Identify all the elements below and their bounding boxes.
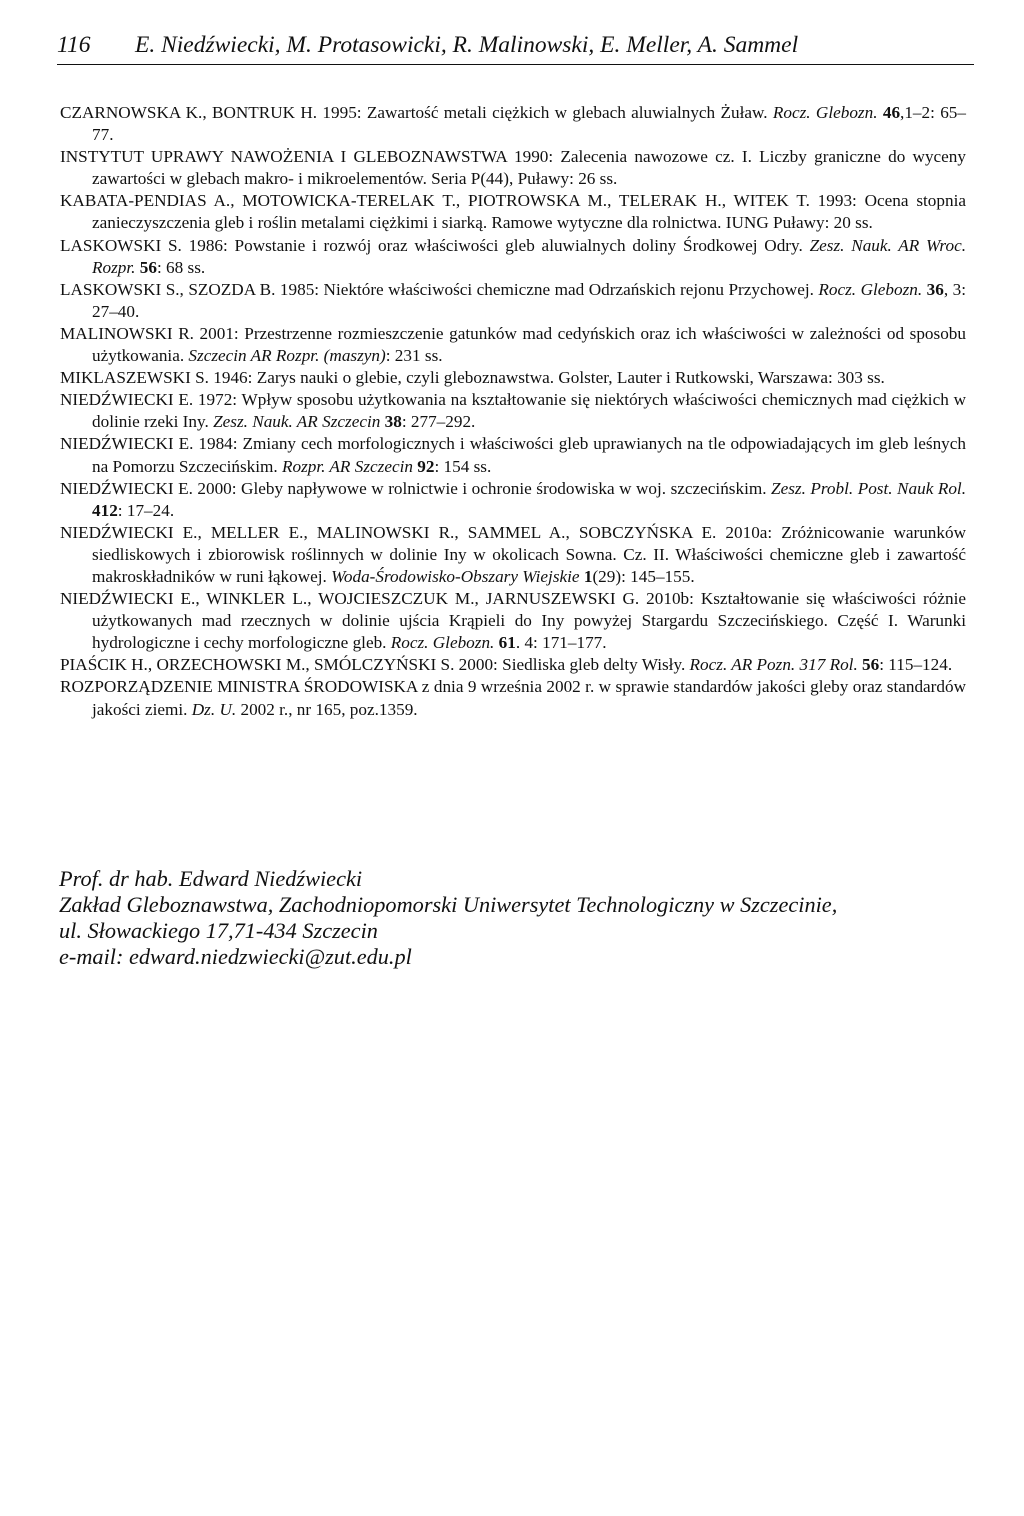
reference-entry xyxy=(60,389,966,433)
reference-text: Woda-Środowisko-Obszary Wiejskie xyxy=(331,566,580,586)
reference-text: 412 xyxy=(92,500,118,520)
reference-text: NIEDŹWIECKI E. 2000: Gleby napływowe w rolnictwie i ochronie środowiska w woj. szczecińskim. xyxy=(60,478,772,498)
reference-text: : 231 ss. xyxy=(385,346,443,366)
reference-text: , 3: 27–40. xyxy=(92,279,967,321)
reference-text: : 17–24. xyxy=(117,500,175,520)
reference-text: Szczecin AR Rozpr. (maszyn) xyxy=(188,346,386,366)
reference-text: LASKOWSKI S., SZOZDA B. 1985: Niektóre właściwości chemiczne mad Odrzańskich rejonu Przychowej. xyxy=(60,279,819,299)
reference-text: NIEDŹWIECKI E. 1984: Zmiany cech morfologicznych i właściwości gleb uprawianych na tle odpowiadających im gleb leśnych na Pomorzu Szczecińskim. xyxy=(60,434,966,476)
author-affiliation: Zakład Gleboznawstwa, Zachodniopomorski Uniwersytet Technologiczny w Szczecinie, xyxy=(59,892,838,917)
reference-text: Rozpr. AR Szczecin xyxy=(281,456,413,476)
reference-text: : 115–124. xyxy=(879,655,953,675)
author-name: Prof. dr hab. Edward Niedźwiecki xyxy=(59,866,363,891)
reference-text: . 4: 171–177. xyxy=(515,633,607,653)
reference-text: ROZPORZĄDZENIE MINISTRA ŚRODOWISKA z dnia 9 września 2002 r. w sprawie standardów jakości gleby oraz standardów jakości ziemi. xyxy=(60,677,966,719)
reference-entry xyxy=(60,522,966,588)
reference-text: 56 xyxy=(862,655,880,675)
reference-text: Dz. U. xyxy=(191,699,237,719)
reference-text: Rocz. Glebozn. xyxy=(818,279,923,299)
page-number: 116 xyxy=(57,32,91,58)
reference-entry xyxy=(60,654,966,676)
reference-entry xyxy=(60,478,966,522)
reference-entry xyxy=(60,588,966,654)
reference-entry xyxy=(60,279,966,323)
reference-text: Rocz. Glebozn. xyxy=(772,103,878,122)
reference-text: Rocz. Glebozn. xyxy=(390,633,495,653)
reference-text: 61 xyxy=(498,633,516,653)
reference-entry xyxy=(60,190,966,234)
author-street: ul. Słowackiego 17,71-434 Szczecin xyxy=(59,918,378,943)
reference-text: INSTYTUT UPRAWY NAWOŻENIA I GLEBOZNAWSTWA 1990: Zalecenia nawozowe cz. I. Liczby graniczne do wyceny zawartości w glebach makro- i mikroelementów. Seria P(44), Puławy: 26 ss. xyxy=(60,147,966,189)
reference-text: 46 xyxy=(882,103,901,122)
reference-text: 2002 r., nr 165, poz.1359. xyxy=(236,699,418,719)
reference-entry xyxy=(60,433,966,477)
reference-entry xyxy=(60,146,966,190)
reference-entry xyxy=(60,235,966,279)
running-header xyxy=(57,26,974,65)
reference-text: KABATA-PENDIAS A., MOTOWICKA-TERELAK T., PIOTROWSKA M., TELERAK H., WITEK T. 1993: Ocena stopnia zanieczyszczenia gleb i roślin metalami ciężkimi i siarką. Ramowe wytyczne dla rolnictwa. IUNG Puławy: 20 ss. xyxy=(60,191,966,233)
reference-text: 1 xyxy=(583,566,593,586)
reference-text: PIAŚCIK H., ORZECHOWSKI M., SMÓLCZYŃSKI S. 2000: Siedliska gleb delty Wisły. xyxy=(60,655,690,675)
reference-text: NIEDŹWIECKI E., MELLER E., MALINOWSKI R., SAMMEL A., SOBCZYŃSKA E. 2010a: Zróżnicowanie warunków siedliskowych i zbiorowisk roślinnych w dolinie Iny w okolicach Sowna. Cz. II. Właściwości chemiczne gleb i zawartość makroskładników w runi łąkowej. xyxy=(60,522,966,586)
reference-text: ,1–2: 65–77. xyxy=(92,103,966,145)
author-address xyxy=(59,866,979,970)
reference-entry xyxy=(60,323,966,367)
author-email: e-mail: edward.niedzwiecki@zut.edu.pl xyxy=(59,944,412,969)
reference-list xyxy=(60,102,966,721)
reference-text: : 68 ss. xyxy=(156,257,206,277)
reference-text: : 154 ss. xyxy=(434,456,492,476)
reference-entry xyxy=(60,102,966,146)
reference-text: Zesz. Nauk. AR Wroc. Rozpr. xyxy=(92,235,966,277)
reference-text: : 277–292. xyxy=(401,412,476,432)
reference-text: NIEDŹWIECKI E., WINKLER L., WOJCIESZCZUK M., JARNUSZEWSKI G. 2010b: Kształtowanie się właściwości różnie użytkowanych mad rzecznych w dolinie ujścia Krąpieli do Iny powyżej Stargardu Szczecińskiego. Część I. Warunki hydrologiczne i cechy morfologiczne gleb. xyxy=(60,589,966,653)
reference-text: Rocz. AR Pozn. 317 Rol. xyxy=(689,655,858,675)
reference-text: MALINOWSKI R. 2001: Przestrzenne rozmieszczenie gatunków mad cedyńskich oraz ich właściwości w zależności od sposobu użytkowania. xyxy=(60,323,966,366)
reference-text: Zesz. Nauk. AR Szczecin xyxy=(213,412,381,432)
reference-text: NIEDŹWIECKI E. 1972: Wpływ sposobu użytkowania na kształtowanie się niektórych właściwości chemicznych mad ciężkich w dolinie rzeki Iny. xyxy=(60,390,966,432)
reference-text: CZARNOWSKA K., BONTRUK H. 1995: Zawartość metali ciężkich w glebach aluwialnych Żuław. xyxy=(60,103,773,122)
reference-text: (29): 145–155. xyxy=(592,566,695,586)
reference-entry xyxy=(60,676,966,720)
reference-entry xyxy=(60,367,966,389)
header-authors: E. Niedźwiecki, M. Protasowicki, R. Malinowski, E. Meller, A. Sammel xyxy=(135,32,799,58)
reference-text: 36 xyxy=(926,279,944,299)
reference-text: 92 xyxy=(417,456,435,476)
reference-text: 38 xyxy=(384,412,402,432)
reference-text: LASKOWSKI S. 1986: Powstanie i rozwój oraz właściwości gleb aluwialnych doliny Środkowej Odry. xyxy=(60,235,810,255)
reference-text: MIKLASZEWSKI S. 1946: Zarys nauki o glebie, czyli gleboznawstwa. Golster, Lauter i Rutkowski, Warszawa: 303 ss. xyxy=(60,368,885,388)
reference-text: 56 xyxy=(139,257,157,277)
reference-text: Zesz. Probl. Post. Nauk Rol. xyxy=(771,478,966,498)
